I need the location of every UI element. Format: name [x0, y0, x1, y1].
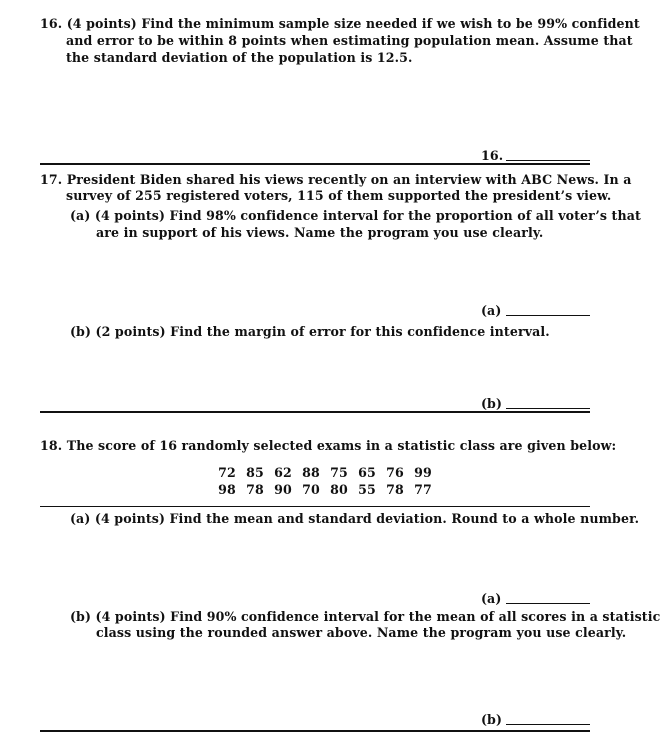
- q18b-letter: (b): [70, 609, 92, 624]
- q18a-answer-label: (a): [481, 591, 502, 606]
- score-cell: 76: [386, 465, 404, 480]
- score-cell: 98: [218, 482, 236, 497]
- score-cell: 72: [218, 465, 236, 480]
- q18a-answer-blank[interactable]: [506, 603, 590, 604]
- q17-number: 17.: [40, 172, 63, 187]
- q17a-text-1: Find 98% confidence interval for the proportion of all voter’s that: [169, 208, 641, 223]
- q17b-text-1: Find the margin of error for this confidence interval.: [170, 324, 550, 339]
- section-divider: [40, 163, 590, 165]
- q17-text-1: President Biden shared his views recently on an interview with ABC News. In a: [66, 172, 632, 187]
- q17-line-1: [40, 172, 632, 187]
- q18a-line-1: [70, 511, 639, 526]
- q16-text-1: Find the minimum sample size needed if we wish to be 99% confident: [141, 16, 640, 31]
- q18a-text-1: Find the mean and standard deviation. Round to a whole number.: [169, 511, 640, 526]
- score-cell: 85: [246, 465, 264, 480]
- q18-number: 18.: [40, 438, 63, 453]
- score-cell: 80: [330, 482, 348, 497]
- score-cell: 99: [414, 465, 432, 480]
- q18b-line-1: [70, 609, 660, 624]
- score-cell: 55: [358, 482, 376, 497]
- q16-text-2: and error to be within 8 points when estimating population mean. Assume that: [66, 33, 633, 48]
- q17a-answer-blank[interactable]: [506, 315, 590, 316]
- score-cell: 62: [274, 465, 292, 480]
- section-divider: [40, 506, 590, 507]
- score-cell: 70: [302, 482, 320, 497]
- score-cell: 78: [246, 482, 264, 497]
- q17a-answer-label: (a): [481, 303, 502, 318]
- q18b-points: (4 points): [95, 609, 166, 624]
- q17b-line-1: [70, 324, 550, 339]
- q18b-answer-blank[interactable]: [506, 724, 590, 725]
- q17-text-2: survey of 255 registered voters, 115 of them supported the president’s view.: [66, 188, 612, 203]
- score-cell: 78: [386, 482, 404, 497]
- section-divider: [40, 730, 590, 732]
- q16-number: 16.: [40, 16, 63, 31]
- q16-answer-blank[interactable]: [506, 160, 590, 161]
- score-cell: 65: [358, 465, 376, 480]
- q17a-letter: (a): [70, 208, 91, 223]
- q17b-answer-label: (b): [481, 396, 503, 411]
- q16-text-3: the standard deviation of the population is 12.5.: [66, 50, 413, 65]
- q18-intro: The score of 16 randomly selected exams in a statistic class are given below:: [66, 438, 617, 453]
- score-cell: 88: [302, 465, 320, 480]
- q18b-text-2: class using the rounded answer above. Name the program you use clearly.: [96, 625, 627, 640]
- q17a-points: (4 points): [94, 208, 166, 223]
- q18b-answer-label: (b): [481, 712, 503, 727]
- q18a-points: (4 points): [94, 511, 166, 526]
- q18a-letter: (a): [70, 511, 91, 526]
- q16-points: (4 points): [66, 16, 137, 31]
- q17b-answer-blank[interactable]: [506, 408, 590, 409]
- section-divider: [40, 411, 590, 413]
- q17a-line-1: [70, 208, 641, 223]
- q17b-letter: (b): [70, 324, 92, 339]
- score-cell: 90: [274, 482, 292, 497]
- score-cell: 75: [330, 465, 348, 480]
- score-cell: 77: [414, 482, 432, 497]
- q18b-text-1: Find 90% confidence interval for the mean of all scores in a statistic: [170, 609, 660, 624]
- q18-line-1: [40, 438, 616, 453]
- q16-line-1: [40, 16, 640, 31]
- q17b-points: (2 points): [95, 324, 166, 339]
- q16-answer-label: 16.: [481, 148, 504, 163]
- q17a-text-2: are in support of his views. Name the program you use clearly.: [96, 225, 544, 240]
